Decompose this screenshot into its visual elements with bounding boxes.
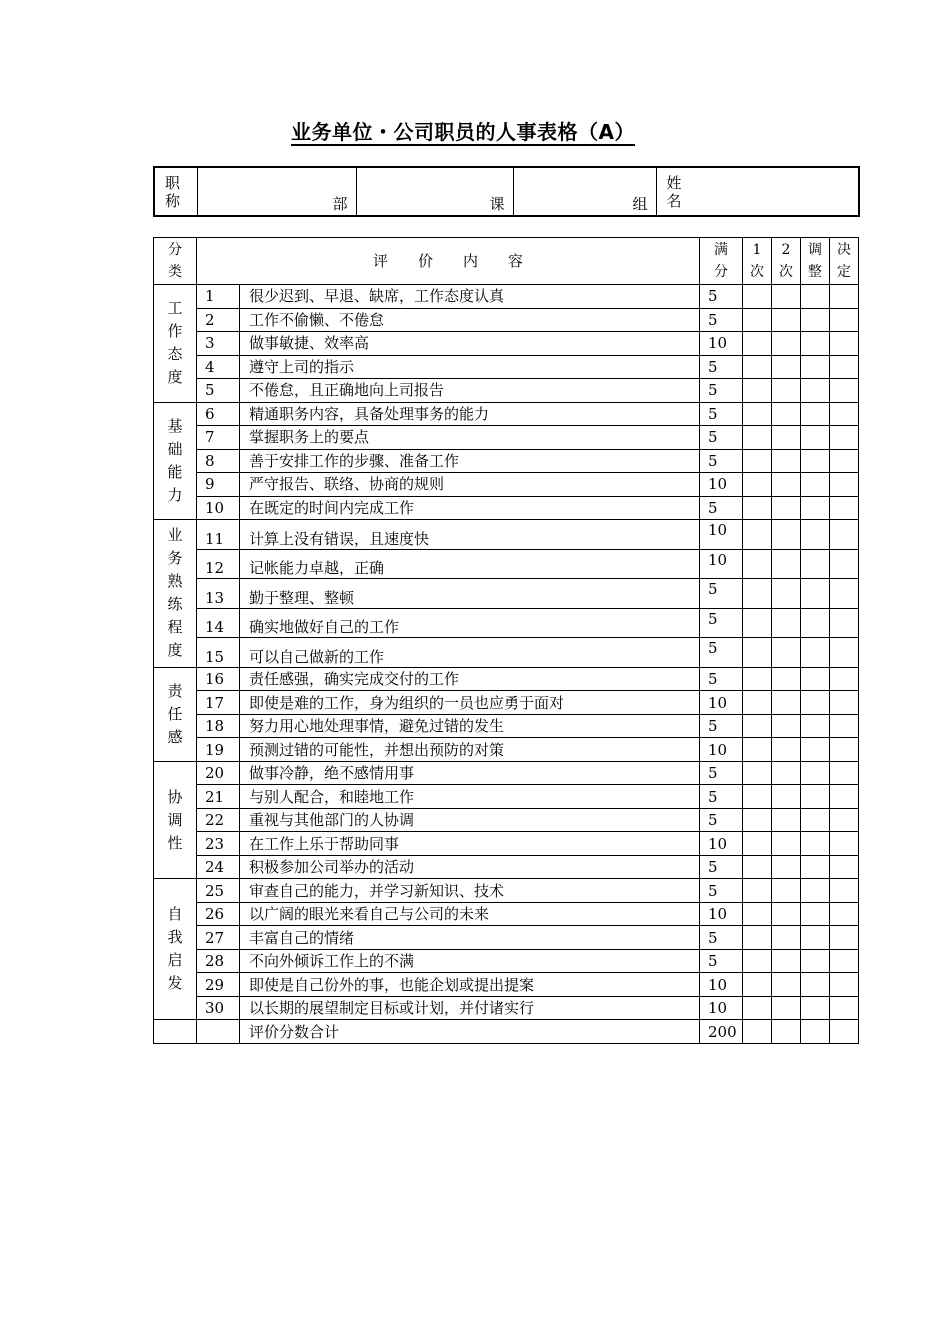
first-eval-input[interactable] (743, 355, 772, 379)
first-eval-input[interactable] (743, 379, 772, 403)
item-number: 1 (197, 285, 240, 309)
item-number: 30 (197, 996, 240, 1020)
adjust-input[interactable] (801, 426, 830, 450)
total-first-input[interactable] (743, 1020, 772, 1044)
table-row (154, 285, 859, 309)
adjust-input[interactable] (801, 973, 830, 997)
item-number: 7 (197, 426, 240, 450)
item-full-score: 5 (700, 579, 743, 609)
second-eval-input[interactable] (772, 496, 801, 520)
item-number: 6 (197, 402, 240, 426)
adjust-input[interactable] (801, 926, 830, 950)
second-eval-input[interactable] (772, 332, 801, 356)
first-eval-input[interactable] (743, 996, 772, 1020)
decision-input[interactable] (830, 691, 859, 715)
item-content: 记帐能力卓越，正确 (240, 549, 700, 579)
adjust-input[interactable] (801, 879, 830, 903)
decision-input[interactable] (830, 902, 859, 926)
table-row (154, 667, 859, 691)
item-full-score: 5 (700, 308, 743, 332)
adjust-input[interactable] (801, 738, 830, 762)
table-row (154, 973, 859, 997)
first-eval-input[interactable] (743, 473, 772, 497)
decision-input[interactable] (830, 379, 859, 403)
table-row (154, 426, 859, 450)
decision-input[interactable] (830, 520, 859, 550)
second-eval-input[interactable] (772, 520, 801, 550)
table-row (154, 355, 859, 379)
second-eval-input[interactable] (772, 738, 801, 762)
item-content: 不倦怠，且正确地向上司报告 (240, 379, 700, 403)
second-eval-input[interactable] (772, 308, 801, 332)
decision-input[interactable] (830, 926, 859, 950)
adjust-input[interactable] (801, 761, 830, 785)
item-content: 遵守上司的指示 (240, 355, 700, 379)
decision-input[interactable] (830, 355, 859, 379)
item-number: 12 (197, 549, 240, 579)
total-decision-input[interactable] (830, 1020, 859, 1044)
decision-input[interactable] (830, 667, 859, 691)
adjust-input[interactable] (801, 520, 830, 550)
decision-input[interactable] (830, 949, 859, 973)
second-eval-input[interactable] (772, 449, 801, 473)
first-eval-input[interactable] (743, 738, 772, 762)
adjust-input[interactable] (801, 402, 830, 426)
first-eval-input[interactable] (743, 332, 772, 356)
item-content: 积极参加公司举办的活动 (240, 855, 700, 879)
adjust-input[interactable] (801, 608, 830, 638)
item-content: 工作不偷懒、不倦怠 (240, 308, 700, 332)
adjust-input[interactable] (801, 549, 830, 579)
table-row (154, 379, 859, 403)
second-eval-input[interactable] (772, 761, 801, 785)
first-eval-input[interactable] (743, 926, 772, 950)
adjust-input[interactable] (801, 808, 830, 832)
second-eval-input[interactable] (772, 608, 801, 638)
item-number: 23 (197, 832, 240, 856)
category-cell (154, 879, 197, 1020)
second-eval-input[interactable] (772, 973, 801, 997)
item-number: 24 (197, 855, 240, 879)
item-full-score: 5 (700, 949, 743, 973)
first-eval-input[interactable] (743, 579, 772, 609)
item-full-score: 5 (700, 879, 743, 903)
category-label: 自我启发 (167, 905, 183, 993)
table-row (154, 714, 859, 738)
total-label: 评价分数合计 (240, 1020, 700, 1044)
category-label: 工作态度 (167, 299, 183, 387)
table-row (154, 496, 859, 520)
name-label: 姓名 (666, 173, 682, 210)
second-eval-input[interactable] (772, 426, 801, 450)
decision-input[interactable] (830, 449, 859, 473)
category-label: 责任感 (167, 681, 183, 746)
item-number: 20 (197, 761, 240, 785)
item-number: 8 (197, 449, 240, 473)
item-content: 善于安排工作的步骤、准备工作 (240, 449, 700, 473)
item-number: 16 (197, 667, 240, 691)
second-eval-input[interactable] (772, 785, 801, 809)
item-number: 25 (197, 879, 240, 903)
item-content: 审查自己的能力，并学习新知识、技术 (240, 879, 700, 903)
table-row (154, 449, 859, 473)
second-eval-input[interactable] (772, 714, 801, 738)
item-content: 以长期的展望制定目标或计划，并付诸实行 (240, 996, 700, 1020)
item-full-score: 10 (700, 549, 743, 579)
first-eval-input[interactable] (743, 808, 772, 832)
content-header: 评 价 内 容 (197, 238, 700, 285)
decision-input[interactable] (830, 579, 859, 609)
second-eval-input[interactable] (772, 285, 801, 309)
name-field[interactable] (656, 167, 859, 216)
item-full-score: 5 (700, 449, 743, 473)
table-row (154, 738, 859, 762)
item-full-score: 5 (700, 638, 743, 668)
total-second-input[interactable] (772, 1020, 801, 1044)
total-adjust-input[interactable] (801, 1020, 830, 1044)
first-eval-input[interactable] (743, 449, 772, 473)
item-full-score: 5 (700, 667, 743, 691)
decision-input[interactable] (830, 332, 859, 356)
item-full-score: 5 (700, 402, 743, 426)
item-number: 10 (197, 496, 240, 520)
item-full-score: 5 (700, 285, 743, 309)
category-label: 基础能力 (167, 416, 183, 504)
item-number: 28 (197, 949, 240, 973)
second-eval-input[interactable] (772, 855, 801, 879)
item-number: 22 (197, 808, 240, 832)
item-full-score: 5 (700, 926, 743, 950)
decision-input[interactable] (830, 308, 859, 332)
item-content: 在既定的时间内完成工作 (240, 496, 700, 520)
item-full-score: 5 (700, 785, 743, 809)
decision-input[interactable] (830, 832, 859, 856)
decision-header: 决定 (830, 238, 859, 285)
item-content: 做事敏捷、效率高 (240, 332, 700, 356)
adjust-input[interactable] (801, 308, 830, 332)
item-full-score: 10 (700, 902, 743, 926)
table-row (154, 785, 859, 809)
item-content: 努力用心地处理事情，避免过错的发生 (240, 714, 700, 738)
table-row (154, 926, 859, 950)
item-number: 2 (197, 308, 240, 332)
second-eval-input[interactable] (772, 949, 801, 973)
second-eval-input[interactable] (772, 832, 801, 856)
employee-info-table (153, 166, 860, 217)
item-content: 在工作上乐于帮助同事 (240, 832, 700, 856)
category-label: 业务熟练程度 (167, 526, 183, 660)
category-label: 协调性 (167, 787, 183, 852)
item-content: 预测过错的可能性，并想出预防的对策 (240, 738, 700, 762)
item-number: 15 (197, 638, 240, 668)
item-content: 丰富自己的情绪 (240, 926, 700, 950)
first-eval-input[interactable] (743, 520, 772, 550)
first-eval-input[interactable] (743, 691, 772, 715)
first-eval-input[interactable] (743, 761, 772, 785)
item-number: 3 (197, 332, 240, 356)
first-eval-header: 1次 (743, 238, 772, 285)
adjust-input[interactable] (801, 332, 830, 356)
decision-input[interactable] (830, 996, 859, 1020)
second-eval-input[interactable] (772, 579, 801, 609)
second-eval-input[interactable] (772, 667, 801, 691)
adjust-input[interactable] (801, 855, 830, 879)
item-number: 14 (197, 608, 240, 638)
decision-input[interactable] (830, 608, 859, 638)
category-cell (154, 761, 197, 879)
item-full-score: 10 (700, 973, 743, 997)
adjust-input[interactable] (801, 379, 830, 403)
item-full-score: 10 (700, 473, 743, 497)
category-cell (154, 520, 197, 668)
category-cell (154, 402, 197, 520)
first-eval-input[interactable] (743, 608, 772, 638)
total-score: 200 (700, 1020, 743, 1044)
position-label: 职称 (165, 173, 181, 210)
item-content: 掌握职务上的要点 (240, 426, 700, 450)
decision-input[interactable] (830, 785, 859, 809)
second-eval-input[interactable] (772, 473, 801, 497)
item-content: 不向外倾诉工作上的不满 (240, 949, 700, 973)
decision-input[interactable] (830, 808, 859, 832)
table-row (154, 520, 859, 550)
adjust-input[interactable] (801, 285, 830, 309)
decision-input[interactable] (830, 496, 859, 520)
item-content: 与别人配合，和睦地工作 (240, 785, 700, 809)
item-full-score: 5 (700, 608, 743, 638)
first-eval-input[interactable] (743, 402, 772, 426)
adjust-input[interactable] (801, 579, 830, 609)
item-full-score: 10 (700, 332, 743, 356)
item-full-score: 5 (700, 761, 743, 785)
table-row (154, 308, 859, 332)
table-row (154, 855, 859, 879)
adjust-input[interactable] (801, 638, 830, 668)
adjust-input[interactable] (801, 449, 830, 473)
total-blank-cell (197, 1020, 240, 1044)
item-number: 4 (197, 355, 240, 379)
item-number: 9 (197, 473, 240, 497)
item-content: 确实地做好自己的工作 (240, 608, 700, 638)
full-score-header: 满分 (700, 238, 743, 285)
adjust-input[interactable] (801, 785, 830, 809)
item-full-score: 10 (700, 520, 743, 550)
adjust-input[interactable] (801, 691, 830, 715)
decision-input[interactable] (830, 426, 859, 450)
section-label: 课 (489, 195, 505, 213)
item-number: 27 (197, 926, 240, 950)
item-content: 以广阔的眼光来看自己与公司的未来 (240, 902, 700, 926)
item-content: 即使是难的工作，身为组织的一员也应勇于面对 (240, 691, 700, 715)
item-full-score: 10 (700, 738, 743, 762)
second-eval-input[interactable] (772, 379, 801, 403)
item-content: 勤于整理、整顿 (240, 579, 700, 609)
item-number: 21 (197, 785, 240, 809)
total-blank-cell (154, 1020, 197, 1044)
category-cell (154, 285, 197, 403)
item-full-score: 10 (700, 996, 743, 1020)
first-eval-input[interactable] (743, 902, 772, 926)
decision-input[interactable] (830, 285, 859, 309)
table-row (154, 832, 859, 856)
first-eval-input[interactable] (743, 426, 772, 450)
position-label-cell (154, 167, 197, 216)
second-eval-input[interactable] (772, 402, 801, 426)
item-number: 26 (197, 902, 240, 926)
item-full-score: 5 (700, 426, 743, 450)
second-eval-input[interactable] (772, 808, 801, 832)
decision-input[interactable] (830, 855, 859, 879)
item-content: 严守报告、联络、协商的规则 (240, 473, 700, 497)
table-row (154, 949, 859, 973)
item-content: 重视与其他部门的人协调 (240, 808, 700, 832)
first-eval-input[interactable] (743, 714, 772, 738)
first-eval-input[interactable] (743, 973, 772, 997)
adjust-input[interactable] (801, 996, 830, 1020)
first-eval-input[interactable] (743, 879, 772, 903)
adjust-input[interactable] (801, 902, 830, 926)
table-row (154, 761, 859, 785)
item-number: 11 (197, 520, 240, 550)
item-full-score: 10 (700, 691, 743, 715)
decision-input[interactable] (830, 879, 859, 903)
group-label: 组 (632, 195, 648, 213)
adjust-input[interactable] (801, 667, 830, 691)
second-eval-input[interactable] (772, 926, 801, 950)
item-number: 18 (197, 714, 240, 738)
adjust-input[interactable] (801, 496, 830, 520)
item-full-score: 5 (700, 808, 743, 832)
item-full-score: 5 (700, 355, 743, 379)
item-content: 计算上没有错误，且速度快 (240, 520, 700, 550)
category-header: 分类 (154, 238, 197, 285)
table-row (154, 638, 859, 668)
section-field[interactable] (356, 167, 513, 216)
adjust-input[interactable] (801, 355, 830, 379)
adjust-input[interactable] (801, 832, 830, 856)
first-eval-input[interactable] (743, 308, 772, 332)
adjust-input[interactable] (801, 714, 830, 738)
second-eval-header: 2次 (772, 238, 801, 285)
dept-field[interactable] (197, 167, 356, 216)
table-row (154, 902, 859, 926)
item-full-score: 5 (700, 855, 743, 879)
decision-input[interactable] (830, 761, 859, 785)
group-field[interactable] (513, 167, 656, 216)
table-row (154, 473, 859, 497)
decision-input[interactable] (830, 638, 859, 668)
first-eval-input[interactable] (743, 549, 772, 579)
decision-input[interactable] (830, 402, 859, 426)
table-row (154, 996, 859, 1020)
second-eval-input[interactable] (772, 691, 801, 715)
first-eval-input[interactable] (743, 785, 772, 809)
evaluation-table (153, 237, 859, 1044)
table-row (154, 549, 859, 579)
second-eval-input[interactable] (772, 355, 801, 379)
item-number: 13 (197, 579, 240, 609)
second-eval-input[interactable] (772, 902, 801, 926)
item-full-score: 5 (700, 496, 743, 520)
table-row (154, 879, 859, 903)
item-content: 可以自己做新的工作 (240, 638, 700, 668)
first-eval-input[interactable] (743, 949, 772, 973)
table-row (154, 402, 859, 426)
first-eval-input[interactable] (743, 855, 772, 879)
adjust-header: 调整 (801, 238, 830, 285)
decision-input[interactable] (830, 738, 859, 762)
second-eval-input[interactable] (772, 638, 801, 668)
dept-label: 部 (332, 195, 348, 213)
item-number: 17 (197, 691, 240, 715)
second-eval-input[interactable] (772, 879, 801, 903)
item-content: 精通职务内容，具备处理事务的能力 (240, 402, 700, 426)
category-cell (154, 667, 197, 761)
item-content: 做事冷静，绝不感情用事 (240, 761, 700, 785)
decision-input[interactable] (830, 714, 859, 738)
table-row (154, 332, 859, 356)
second-eval-input[interactable] (772, 996, 801, 1020)
first-eval-input[interactable] (743, 638, 772, 668)
item-full-score: 5 (700, 379, 743, 403)
first-eval-input[interactable] (743, 496, 772, 520)
item-number: 19 (197, 738, 240, 762)
decision-input[interactable] (830, 473, 859, 497)
item-number: 29 (197, 973, 240, 997)
item-content: 很少迟到、早退、缺席，工作态度认真 (240, 285, 700, 309)
page-title: 业务单位・公司职员的人事表格（A） (291, 120, 635, 144)
item-number: 5 (197, 379, 240, 403)
table-row (154, 608, 859, 638)
decision-input[interactable] (830, 973, 859, 997)
first-eval-input[interactable] (743, 667, 772, 691)
table-row (154, 691, 859, 715)
decision-input[interactable] (830, 549, 859, 579)
second-eval-input[interactable] (772, 549, 801, 579)
first-eval-input[interactable] (743, 832, 772, 856)
item-content: 即使是自己份外的事，也能企划或提出提案 (240, 973, 700, 997)
first-eval-input[interactable] (743, 285, 772, 309)
item-content: 责任感强，确实完成交付的工作 (240, 667, 700, 691)
item-full-score: 10 (700, 832, 743, 856)
adjust-input[interactable] (801, 949, 830, 973)
item-full-score: 5 (700, 714, 743, 738)
table-row (154, 808, 859, 832)
table-row (154, 579, 859, 609)
adjust-input[interactable] (801, 473, 830, 497)
